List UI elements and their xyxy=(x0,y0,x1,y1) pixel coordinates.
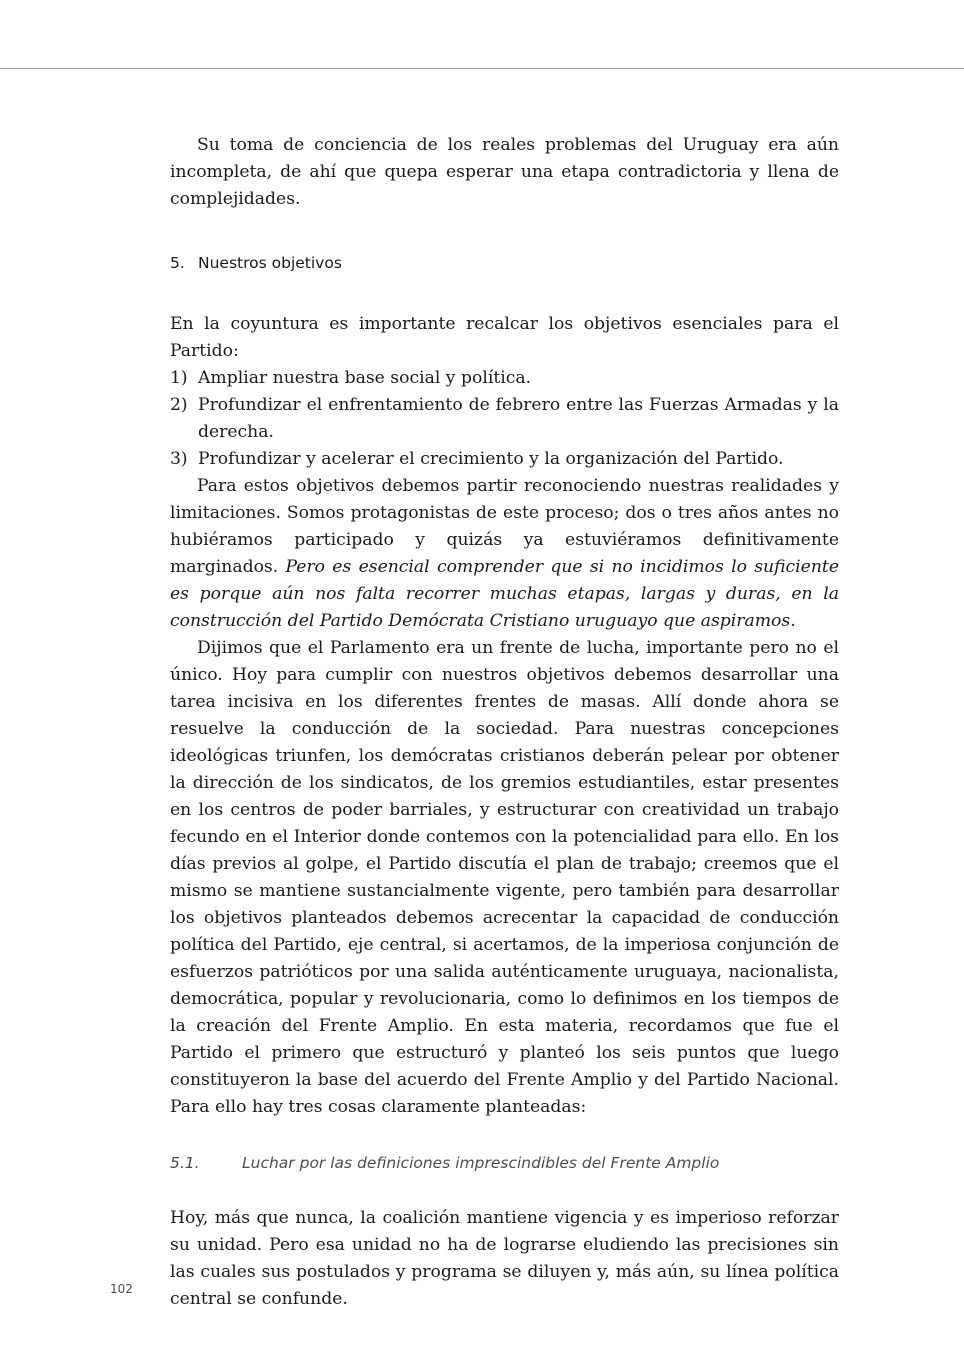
body-paragraph-parliament: Dijimos que el Parlamento era un frente de lucha, importante pero no el único. Hoy para cumplir con nuestros objetivos debemos desarrollar una tarea incisiva en los diferentes frentes de masas. Allí donde ahora se resuelve la conducción de la sociedad. Para nuestras concepciones ideológicas triunfen, los demócratas cristianos deberán pelear por obtener la dirección de los sindicatos, de los gremios estudiantiles, estar presentes en los centros de poder barriales, y estructurar con creatividad un trabajo fecundo en el Interior donde contemos con la potencialidad para ello. En los días previos al golpe, el Partido discutía el plan de trabajo; creemos que el mismo se mantiene sustancialmente vigente, pero también para desarrollar los objetivos planteados debemos acrecentar la capacidad de conducción política del Partido, eje central, si acertamos, de la imperiosa conjunción de esfuerzos patrióticos por una salida auténticamente uruguaya, nacionalista, democrática, popular y revolucionaria, como lo definimos en los tiempos de la creación del Frente Amplio. En esta materia, recordamos que fue el Partido el primero que estructuró y planteó los seis puntos que luego constituyeron la base del acuerdo del Frente Amplio y del Partido Nacional. Para ello hay tres cosas claramente planteadas: xyxy=(170,638,839,1117)
list-marker: 3) xyxy=(170,449,188,469)
section-title: Nuestros objetivos xyxy=(198,254,342,272)
intro-paragraph: Su toma de conciencia de los reales problemas del Uruguay era aún incompleta, de ahí que quepa esperar una etapa contradictoria y llena de complejidades. xyxy=(170,135,839,209)
section-number: 5. xyxy=(170,254,185,272)
body-paragraph-coalition: Hoy, más que nunca, la coalición mantiene vigencia y es imperioso reforzar su unidad. Pero esa unidad no ha de lograrse eludiendo las precisiones sin las cuales sus postulados y programa se diluyen y, más aún, su línea política central se confunde. xyxy=(170,1208,839,1309)
body-paragraph-objectives xyxy=(170,473,839,635)
list-marker: 1) xyxy=(170,368,188,388)
page-content xyxy=(170,132,839,1313)
body-text: Para estos objetivos debemos partir reconociendo nuestras realidades y limitaciones. Somos protagonistas de este proceso; dos o tres años antes no hubiéramos participado y quizás ya estuviéramos definitivamente marginados. xyxy=(170,476,839,577)
section-heading xyxy=(170,250,839,277)
list-item xyxy=(170,365,839,392)
list-item-text: Profundizar el enfrentamiento de febrero entre las Fuerzas Armadas y la derecha. xyxy=(198,395,839,442)
page-number: 102 xyxy=(110,1282,133,1296)
header-rule xyxy=(0,68,964,69)
subsection-number: 5.1. xyxy=(170,1154,200,1172)
list-item xyxy=(170,446,839,473)
objectives-intro: En la coyuntura es importante recalcar los objetivos esenciales para el Partido: xyxy=(170,314,839,361)
list-item-text: Profundizar y acelerar el crecimiento y la organización del Partido. xyxy=(198,449,784,469)
objectives-list xyxy=(170,365,839,473)
list-marker: 2) xyxy=(170,395,188,415)
subsection-title: Luchar por las definiciones imprescindibles del Frente Amplio xyxy=(242,1154,720,1172)
list-item xyxy=(170,392,839,446)
subsection-heading xyxy=(170,1150,839,1177)
emphasized-text: Pero es esencial comprender que si no incidimos lo suficiente es porque aún nos falta recorrer muchas etapas, largas y duras, en la construcción del Partido Demócrata Cristiano uruguayo que aspiramos. xyxy=(170,557,839,631)
list-item-text: Ampliar nuestra base social y política. xyxy=(198,368,532,388)
